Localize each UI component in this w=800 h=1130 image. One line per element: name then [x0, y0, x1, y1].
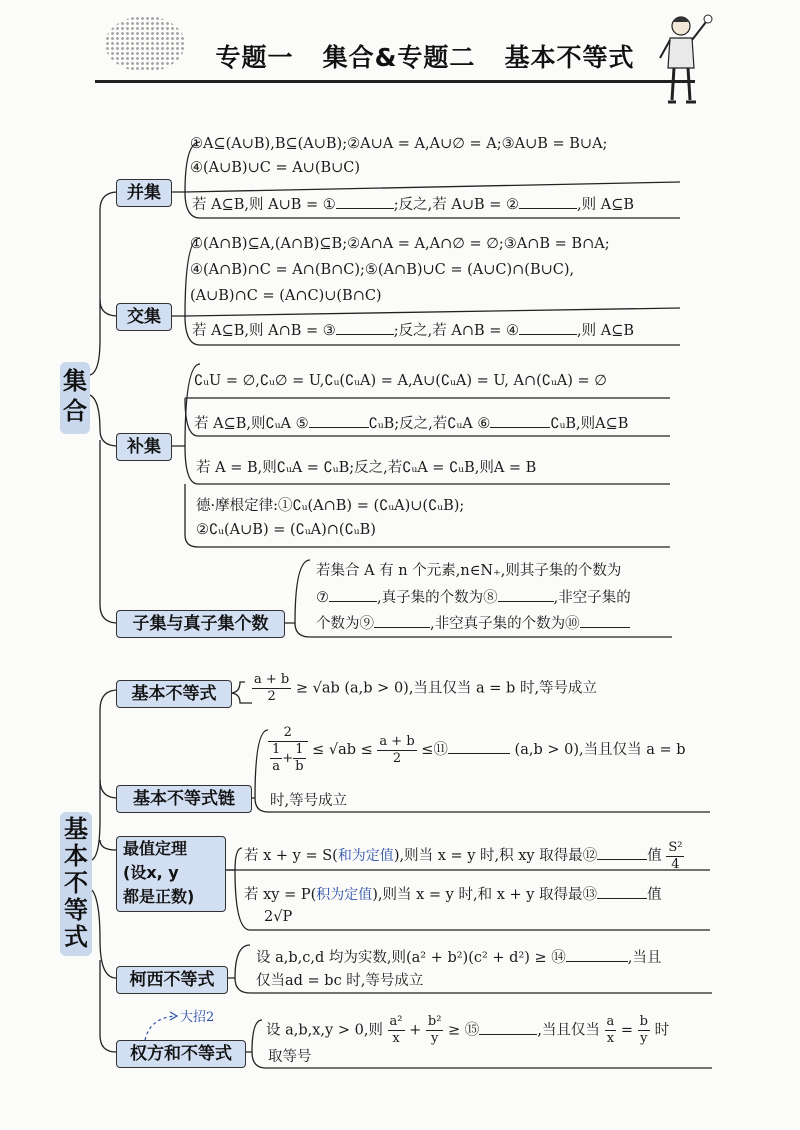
- intersection-property-line-1: ①(A∩B)⊆A,(A∩B)⊆B;②A∩A = A,A∩∅ = ∅;③A∩B = B∩A;: [190, 236, 610, 252]
- cauchy-line-1: [256, 945, 661, 969]
- frac-1b-den: b: [295, 759, 304, 774]
- node-subset-count: 子集与真子集个数: [116, 610, 285, 638]
- blank-8: [498, 585, 554, 602]
- power-text-1: 设 a,b,x,y > 0,则: [266, 1022, 383, 1039]
- subset-text-nonempty: ,非空子集的: [553, 590, 631, 606]
- frac-b-over-y: [638, 1014, 650, 1047]
- node-intersection: 交集: [116, 303, 172, 331]
- subset-blank-7-label: ⑦: [316, 590, 329, 606]
- cauchy-text-2: ,当且: [627, 950, 662, 966]
- frac-b2-num: b²: [427, 1014, 442, 1029]
- extremum-r1-a: 若 x + y = S(: [244, 848, 338, 864]
- frac-numerator: a + b: [254, 672, 290, 687]
- subset-text-9: 个数为⑨: [316, 616, 374, 632]
- tag-big-trick-2: 大招2: [180, 1010, 215, 1025]
- blank-6: [490, 411, 550, 428]
- extremum-r2-b: ),则当 x = y 时,和 x + y 取得最⑬: [372, 887, 598, 903]
- extremum-r2-a: 若 xy = P(: [244, 887, 317, 903]
- extremum-label-2: (设x, y: [123, 863, 179, 882]
- complement-fill-text-3: ∁ᵤB,则A⊆B: [550, 416, 629, 432]
- frac-a-over-x: [605, 1014, 617, 1047]
- blank-5: [309, 411, 369, 428]
- page-title: 专题一 集合&专题二 基本不等式: [215, 43, 635, 72]
- complement-equal-line: 若 A = B,则∁ᵤA = ∁ᵤB;反之,若∁ᵤA = ∁ᵤB,则A = B: [196, 460, 537, 476]
- chain-am-num: a + b: [379, 733, 415, 749]
- node-complement: 补集: [116, 433, 172, 461]
- union-property-line-2: ④(A∪B)∪C = A∪(B∪C): [190, 160, 361, 176]
- intersection-fill-line: [192, 318, 634, 342]
- frac-s2-den: 4: [671, 857, 680, 872]
- power-eq: =: [620, 1022, 634, 1039]
- cauchy-line-2: 仅当ad = bc 时,等号成立: [256, 973, 424, 989]
- frac-a2-over-x: [388, 1014, 405, 1047]
- node-extremum-theorem: [116, 836, 226, 912]
- blank-7: [329, 585, 377, 602]
- union-fill-line: [192, 192, 634, 216]
- subset-line-1: 若集合 A 有 n 个元素,n∈N₊,则其子集的个数为: [316, 563, 622, 579]
- node-power-mean-inequality: 权方和不等式: [116, 1040, 246, 1068]
- union-fill-text-2: ;反之,若 A∪B = ②: [393, 197, 519, 213]
- chain-am-den: 2: [392, 750, 402, 766]
- frac-b2-den: y: [430, 1031, 439, 1046]
- extremum-r1-b: ),则当 x = y 时,积 xy 取得最⑫: [393, 848, 598, 864]
- complement-fill-text-2: ∁ᵤB;反之,若∁ᵤA ⑥: [368, 416, 491, 432]
- extremum-label-3: 都是正数): [123, 887, 195, 906]
- tag-sum-constant: 和为定值: [337, 848, 394, 864]
- union-property-line-1: ①A⊆(A∪B),B⊆(A∪B);②A∪A = A,A∪∅ = A;③A∪B = B∪A;: [190, 136, 608, 152]
- frac-1a-den: a: [272, 759, 281, 774]
- power-plus: +: [409, 1022, 422, 1039]
- blank-3: [336, 318, 394, 335]
- hm-denominator: $\frac{1}{a}$ + $\frac{1}{b}$: [272, 742, 304, 774]
- extremum-r2-c: 值: [647, 887, 662, 903]
- harmonic-mean-fraction: [268, 725, 308, 775]
- basic-inequality-text: ≥ √ab (a,b > 0),当且仅当 a = b 时,等号成立: [295, 680, 598, 697]
- chain-sqrt-text: ≤ √ab ≤: [312, 742, 373, 758]
- blank-15: [479, 1018, 537, 1035]
- tag-product-constant: 积为定值: [316, 887, 373, 903]
- union-fill-text-1: 若 A⊆B,则 A∪B = ①: [192, 197, 336, 213]
- header-halftone-decoration: [105, 16, 185, 72]
- frac-b2-over-y: [426, 1014, 444, 1047]
- blank-11: [448, 737, 510, 754]
- chain-fraction-am: [377, 734, 416, 767]
- frac-1-over-a: [270, 742, 282, 775]
- power-line-1: [266, 1014, 669, 1047]
- chain-line-2: 时,等号成立: [270, 793, 348, 809]
- intersection-property-line-3: (A∪B)∩C = (A∩C)∪(B∩C): [190, 288, 382, 304]
- intersection-fill-text-3: ,则 A⊆B: [577, 323, 634, 339]
- frac-1a-num: 1: [272, 742, 281, 757]
- frac-s2-over-4: [666, 840, 684, 873]
- frac-1b-num: 1: [293, 742, 305, 759]
- intersection-property-line-2: ④(A∩B)∩C = A∩(B∩C);⑤(A∩B)∪C = (A∪C)∩(B∪C),: [190, 262, 575, 278]
- chain-tail-text: (a,b > 0),当且仅当 a = b: [514, 742, 686, 758]
- fraction-a-plus-b-over-2: [252, 672, 291, 705]
- frac-a2-den: x: [392, 1031, 400, 1046]
- power-ge-15: ≥ ⑮: [448, 1022, 480, 1039]
- frac-ax-den: x: [606, 1031, 615, 1046]
- frac-by-den: y: [640, 1031, 648, 1046]
- frac-a2-num: a²: [389, 1014, 403, 1029]
- blank-2: [519, 192, 577, 209]
- node-cauchy-inequality: 柯西不等式: [116, 966, 228, 994]
- extremum-row-1: [244, 840, 684, 873]
- extremum-label-1: 最值定理: [123, 839, 188, 858]
- blank-14: [566, 945, 628, 962]
- hm-numerator: 2: [268, 725, 308, 742]
- power-text-2: ,当且仅当: [537, 1022, 600, 1039]
- blank-10: [580, 611, 630, 628]
- complement-fill-line: [194, 411, 628, 435]
- subset-line-3: [316, 611, 630, 635]
- frac-ax-num: a: [606, 1014, 615, 1029]
- node-inequality-chain: 基本不等式链: [116, 785, 252, 813]
- intersection-fill-text-2: ;反之,若 A∩B = ④: [393, 323, 519, 339]
- power-line-2: 取等号: [268, 1049, 312, 1065]
- category-sets-label: 集合: [63, 367, 87, 425]
- union-fill-text-3: ,则 A⊆B: [577, 197, 634, 213]
- subset-text-10: ,非空真子集的个数为⑩: [430, 616, 580, 632]
- blank-9: [374, 611, 430, 628]
- chain-blank-11-label: ≤⑪: [421, 742, 448, 758]
- inequality-chain-formula: [268, 725, 686, 775]
- basic-inequality-formula: [252, 672, 597, 705]
- blank-1: [336, 192, 394, 209]
- blank-4: [519, 318, 577, 335]
- category-basic-inequality: [60, 812, 92, 956]
- category-basic-inequality-label: 基本不等式: [64, 815, 88, 951]
- complement-fill-text-1: 若 A⊆B,则∁ᵤA ⑤: [194, 416, 309, 432]
- extremum-r1-c: 值: [647, 848, 662, 864]
- header-rule: [95, 80, 695, 83]
- mascot-figure-icon: [648, 8, 718, 108]
- intersection-fill-text-1: 若 A⊆B,则 A∩B = ③: [192, 323, 336, 339]
- subset-text-8: ,真子集的个数为⑧: [377, 590, 498, 606]
- category-sets: [60, 362, 90, 434]
- blank-12: [597, 843, 647, 860]
- complement-property-line: ∁ᵤU = ∅,∁ᵤ∅ = U,∁ᵤ(∁ᵤA) = A,A∪(∁ᵤA) = U, A∩(∁ᵤA) = ∅: [194, 373, 607, 389]
- frac-denominator: 2: [267, 689, 276, 704]
- de-morgan-line-2: ②∁ᵤ(A∪B) = (∁ᵤA)∩(∁ᵤB): [196, 522, 376, 538]
- frac-s2-num: S²: [668, 840, 683, 855]
- node-basic-inequality: 基本不等式: [116, 680, 232, 708]
- power-text-3: 时: [654, 1022, 670, 1039]
- extremum-row-2: [244, 882, 662, 906]
- node-union: 并集: [116, 179, 172, 207]
- frac-1-over-b: [293, 742, 305, 775]
- subset-line-2: [316, 585, 631, 609]
- cauchy-text-1: 设 a,b,c,d 均为实数,则(a² + b²)(c² + d²) ≥ ⑭: [256, 950, 566, 966]
- frac-by-num: b: [639, 1014, 648, 1029]
- de-morgan-line-1: 德·摩根定律:①∁ᵤ(A∩B) = (∁ᵤA)∪(∁ᵤB);: [196, 498, 465, 514]
- extremum-2-sqrt-p: 2√P: [264, 909, 293, 925]
- blank-13: [597, 882, 647, 899]
